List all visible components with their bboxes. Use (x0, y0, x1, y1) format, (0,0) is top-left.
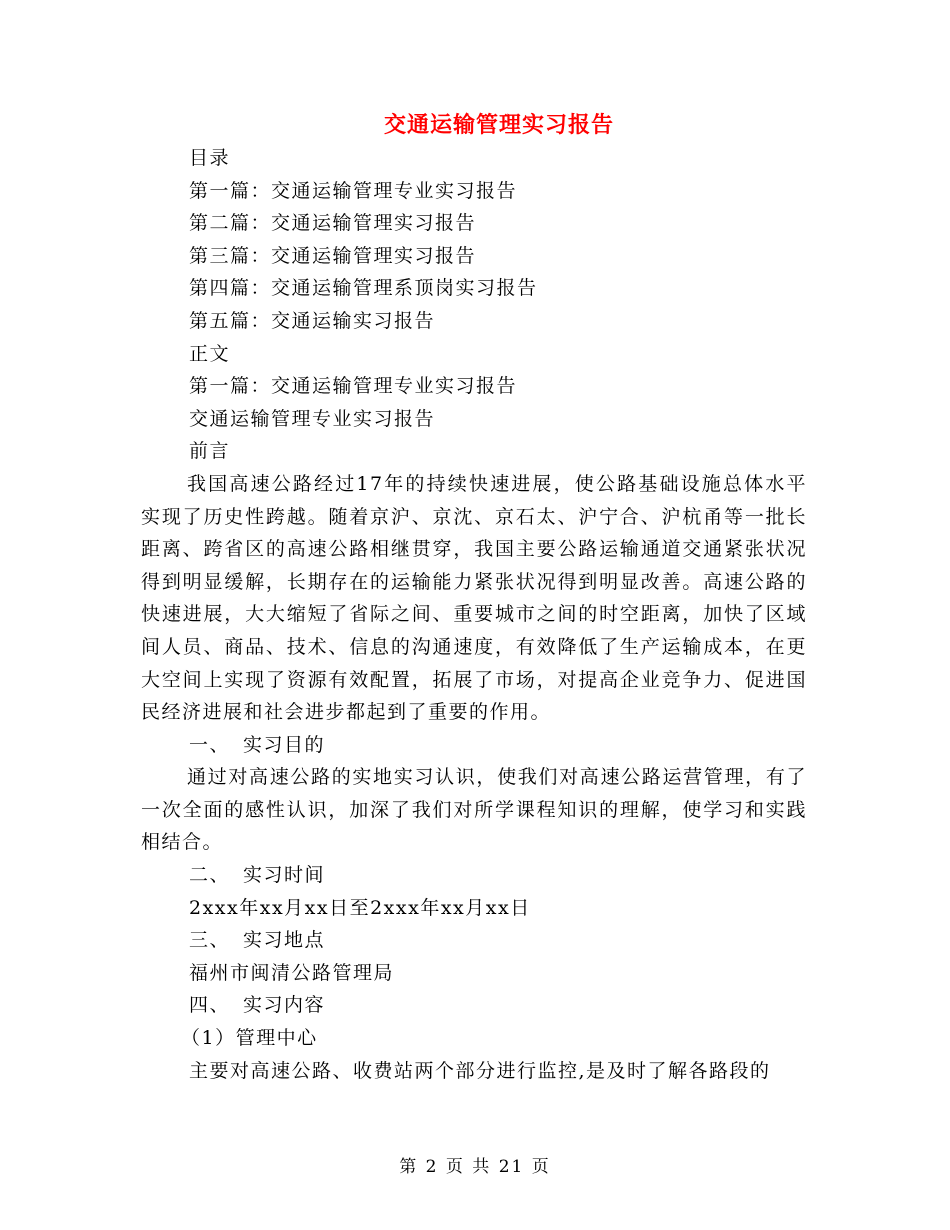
sub-heading: （1）管理中心 (181, 1027, 318, 1050)
section-heading (141, 989, 807, 1022)
body-heading: 正文 (189, 342, 231, 365)
toc-heading: 目录 (189, 147, 231, 169)
part-title: 第一篇：交通运输管理专业实习报告 (189, 375, 518, 398)
report-title: 交通运输管理专业实习报告 (189, 407, 436, 430)
section-number: 三、 (189, 929, 231, 952)
section-number: 四、 (189, 994, 231, 1017)
section-title: 实习时间 (243, 864, 326, 887)
preface-heading: 前言 (189, 440, 231, 463)
document-title: 交通运输管理实习报告 (383, 112, 614, 138)
document-body (141, 142, 807, 1087)
toc-item: 第一篇：交通运输管理专业实习报告 (189, 179, 518, 202)
body-text: 主要对高速公路、收费站两个部分进行监控,是及时了解各路段的 (189, 1059, 771, 1082)
toc-item: 第二篇：交通运输管理实习报告 (189, 212, 477, 235)
section-title: 实习内容 (243, 994, 326, 1017)
section-heading (141, 729, 807, 762)
location-text: 福州市闽清公路管理局 (189, 961, 395, 984)
section-title: 实习目的 (243, 733, 326, 756)
section-number: 二、 (189, 864, 231, 887)
time-text: 2xxx年xx月xx日至2xxx年xx月xx日 (189, 896, 531, 919)
toc-item: 第三篇：交通运输管理实习报告 (189, 244, 477, 267)
section-number: 一、 (189, 733, 231, 756)
purpose-paragraph: 通过对高速公路的实地实习认识，使我们对高速公路运营管理，有了一次全面的感性认识，加深了我们对所学课程知识的理解，使学习和实践相结合。 (141, 766, 807, 854)
section-title: 实习地点 (243, 929, 326, 952)
preface-paragraph: 我国高速公路经过17年的持续快速进展，使公路基础设施总体水平实现了历史性跨越。随着京沪、京沈、京石太、沪宁合、沪杭甬等一批长距离、跨省区的高速公路相继贯穿，我国主要公路运输通道交通紧张状况得到明显缓解，长期存在的运输能力紧张状况得到明显改善。高速公路的快速进展，大大缩短了省际之间、重要城市之间的时空距离，加快了区域间人员、商品、技术、信息的沟通速度，有效降低了生产运输成本，在更大空间上实现了资源有效配置，拓展了市场，对提高企业竞争力、促进国民经济进展和社会进步都起到了重要的作用。 (141, 472, 807, 724)
section-heading (141, 924, 807, 957)
section-heading (141, 859, 807, 892)
page-footer: 第 2 页 共 21 页 (399, 1157, 551, 1177)
toc-item: 第四篇：交通运输管理系顶岗实习报告 (189, 277, 538, 300)
toc-item: 第五篇：交通运输实习报告 (189, 309, 436, 332)
